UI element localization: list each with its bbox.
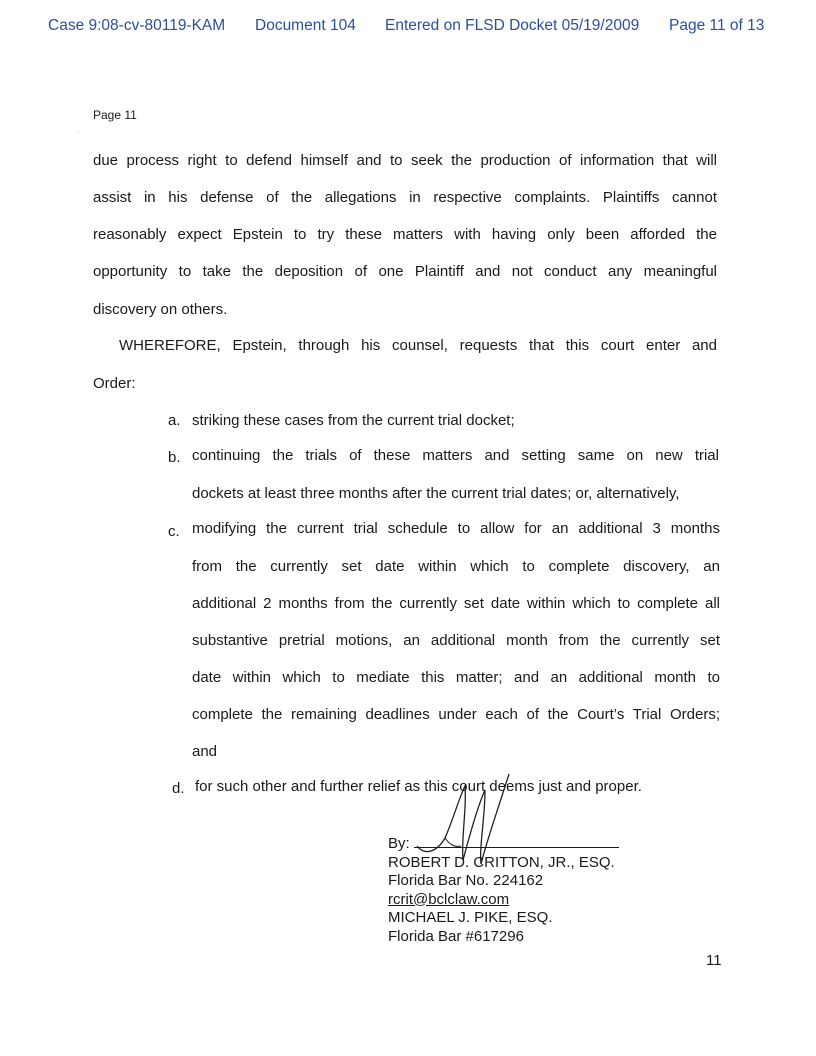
by-line <box>388 833 619 854</box>
list-item-line: modifying the current trial schedule to allow for an additional 3 months <box>192 520 720 537</box>
list-item-line: continuing the trials of these matters and setting same on new trial <box>192 447 719 464</box>
body-line: opportunity to take the deposition of one Plaintiff and not conduct any meaningful <box>93 263 717 280</box>
list-item-line: date within which to mediate this matter; and an additional month to <box>192 669 720 686</box>
list-item-line: from the currently set date within which to complete discovery, an <box>192 558 720 575</box>
list-item-line: additional 2 months from the currently set date within which to complete all <box>192 595 720 612</box>
body-line: reasonably expect Epstein to try these matters with having only been afforded the <box>93 226 717 243</box>
page-count: Page 11 of 13 <box>669 17 765 34</box>
case-number: Case 9:08-cv-80119-KAM <box>48 17 226 34</box>
co-attorney-bar-number: Florida Bar #617296 <box>388 927 524 945</box>
list-item-line: substantive pretrial motions, an additional month from the currently set <box>192 632 720 649</box>
attorney-bar-number: Florida Bar No. 224162 <box>388 872 544 889</box>
list-marker: d. <box>172 780 185 797</box>
document-number: Document 104 <box>255 17 356 34</box>
list-item-line: and <box>192 743 218 760</box>
attorney-name: ROBERT D. CRITTON, JR., ESQ. <box>388 853 615 871</box>
body-line: assist in his defense of the allegations in respective complaints. Plaintiffs cannot <box>93 189 717 206</box>
body-line: due process right to defend himself and to seek the production of information that will <box>93 152 717 169</box>
co-attorney-name: MICHAEL J. PIKE, ESQ. <box>388 909 553 926</box>
body-line: Order: <box>93 375 136 392</box>
attorney-email-link[interactable]: rcrit@bclclaw.com <box>388 890 510 908</box>
wherefore-line: WHEREFORE, Epstein, through his counsel, requests that this court enter and <box>119 337 717 354</box>
list-item-line: complete the remaining deadlines under each of the Court’s Trial Orders; <box>192 706 720 723</box>
scan-speck: . <box>77 127 79 134</box>
by-label: By: <box>388 835 410 852</box>
list-item-line: striking these cases from the current trial docket; <box>192 412 515 429</box>
docket-entry-date: Entered on FLSD Docket 05/19/2009 <box>385 17 640 34</box>
body-line: discovery on others. <box>93 301 228 318</box>
list-marker: a. <box>168 412 181 429</box>
signature-rule <box>414 833 619 848</box>
page-number: 11 <box>706 952 722 969</box>
list-marker: c. <box>168 523 180 540</box>
list-item-line: for such other and further relief as this court deems just and proper. <box>195 778 642 795</box>
list-marker: b. <box>168 449 181 466</box>
page-label: Page 11 <box>93 108 137 122</box>
list-item-line: dockets at least three months after the current trial dates; or, alternatively, <box>192 485 680 502</box>
signature-block <box>388 833 619 946</box>
